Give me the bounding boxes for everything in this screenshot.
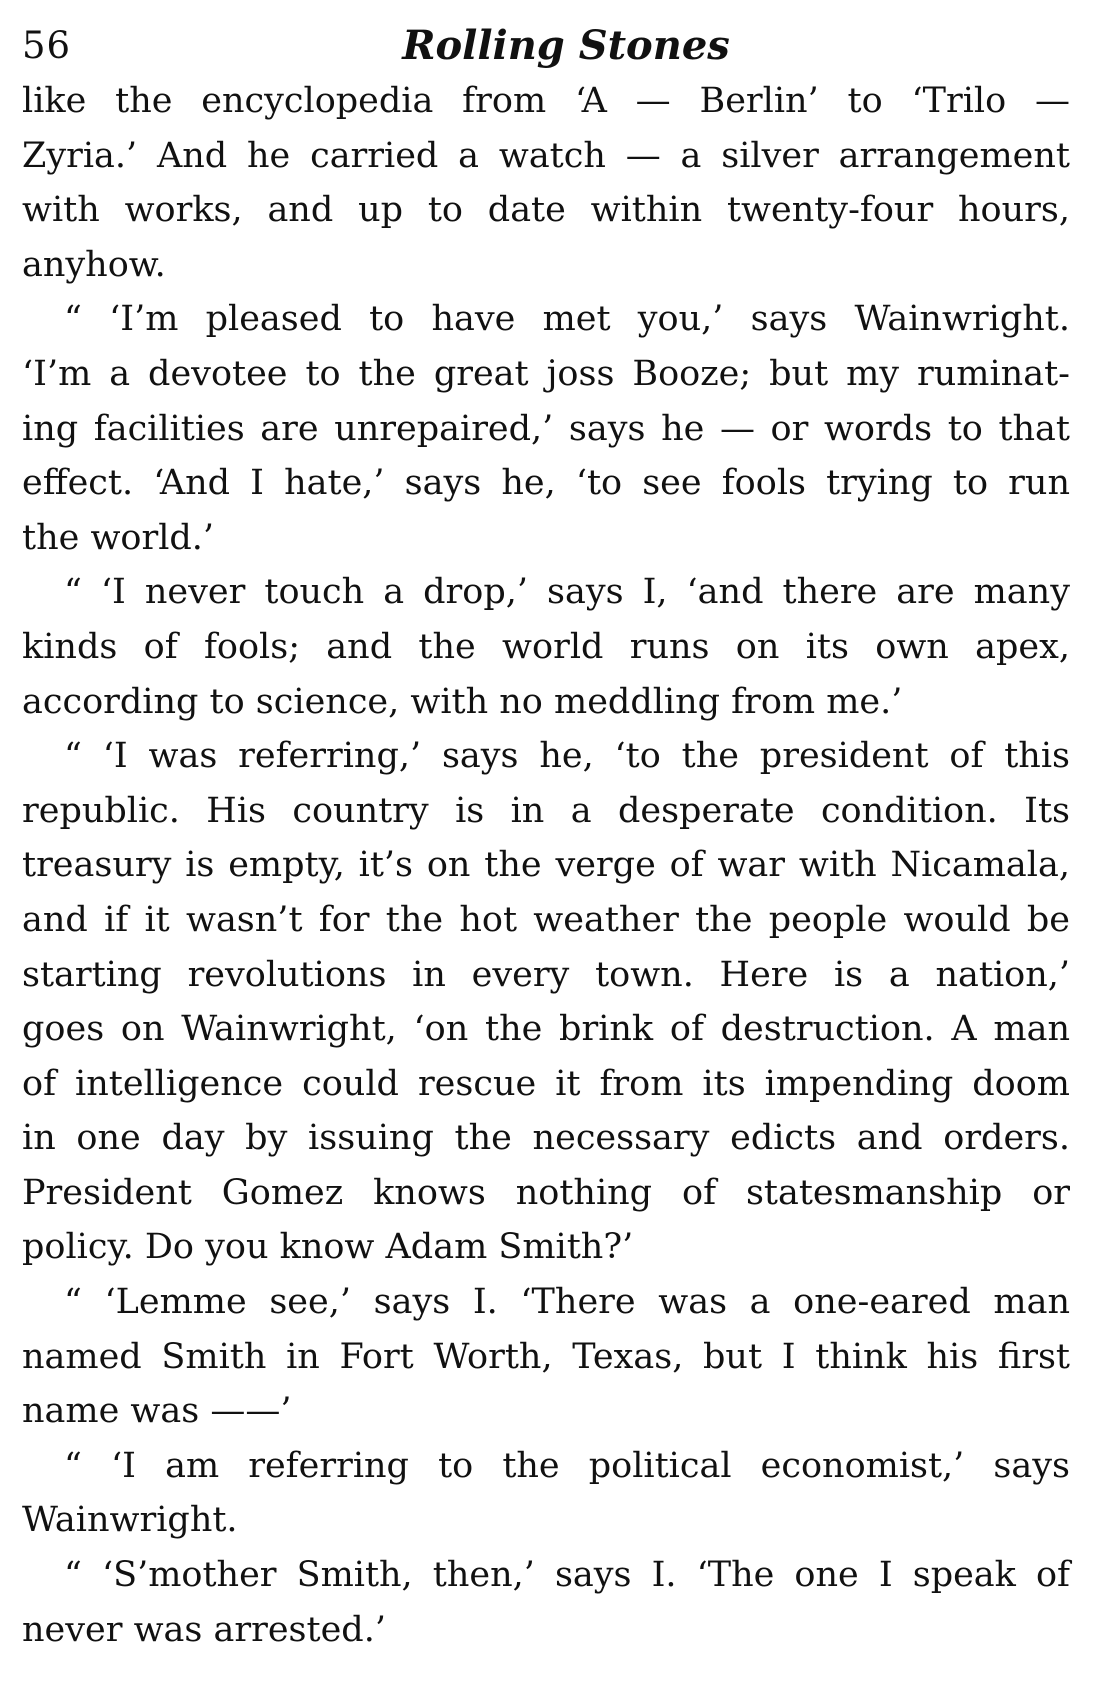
text-line: name was ——’ <box>22 1391 292 1432</box>
text-line: anyhow. <box>22 244 166 285</box>
text-line: the world.’ <box>22 517 215 558</box>
text-line: starting revolutions in every town. Here is a nation,’ <box>22 954 1070 995</box>
text-line: and if it wasn’t for the hot weather the people would be <box>22 899 1070 940</box>
body-text <box>22 74 1070 1657</box>
book-page <box>22 14 1070 1657</box>
running-title: Rolling Stones <box>402 22 730 69</box>
text-line: effect. ‘And I hate,’ says he, ‘to see fools trying to run <box>22 463 1070 504</box>
text-line: “ ‘I’m pleased to have met you,’ says Wainwright. <box>64 299 1070 340</box>
text-line: according to science, with no meddling from me.’ <box>22 681 903 722</box>
text-line: goes on Wainwright, ‘on the brink of destruction. A man <box>22 1009 1070 1050</box>
text-line: “ ‘I am referring to the political economist,’ says <box>64 1445 1070 1486</box>
page-number: 56 <box>22 24 72 67</box>
text-line: Zyria.’ And he carried a watch — a silver arrangement <box>22 135 1070 176</box>
text-line: President Gomez knows nothing of statesmanship or <box>22 1172 1070 1213</box>
text-line: ‘I’m a devotee to the great joss Booze; but my ruminat- <box>22 353 1070 394</box>
text-line: never was arrested.’ <box>22 1609 386 1650</box>
text-line: “ ‘I never touch a drop,’ says I, ‘and there are many <box>64 572 1070 613</box>
page-header <box>22 14 1070 74</box>
text-line: republic. His country is in a desperate condition. Its <box>22 790 1070 831</box>
text-line: “ ‘S’mother Smith, then,’ says I. ‘The one I speak of <box>64 1555 1070 1596</box>
text-line: like the encyclopedia from ‘A — Berlin’ to ‘Trilo — <box>22 81 1070 121</box>
text-line: named Smith in Fort Worth, Texas, but I think his first <box>22 1336 1070 1377</box>
text-line: with works, and up to date within twenty-four hours, <box>22 190 1070 231</box>
text-line: kinds of fools; and the world runs on its own apex, <box>22 626 1070 667</box>
text-line: “ ‘Lemme see,’ says I. ‘There was a one-eared man <box>64 1282 1070 1323</box>
text-line: treasury is empty, it’s on the verge of war with Nicamala, <box>22 845 1070 886</box>
text-line: ing facilities are unrepaired,’ says he — or words to that <box>22 408 1070 449</box>
text-line: of intelligence could rescue it from its impending doom <box>22 1063 1070 1104</box>
text-line: “ ‘I was referring,’ says he, ‘to the president of this <box>64 736 1070 777</box>
text-line: policy. Do you know Adam Smith?’ <box>22 1227 634 1268</box>
text-line: Wainwright. <box>22 1500 238 1541</box>
text-line: in one day by issuing the necessary edicts and orders. <box>22 1118 1070 1159</box>
